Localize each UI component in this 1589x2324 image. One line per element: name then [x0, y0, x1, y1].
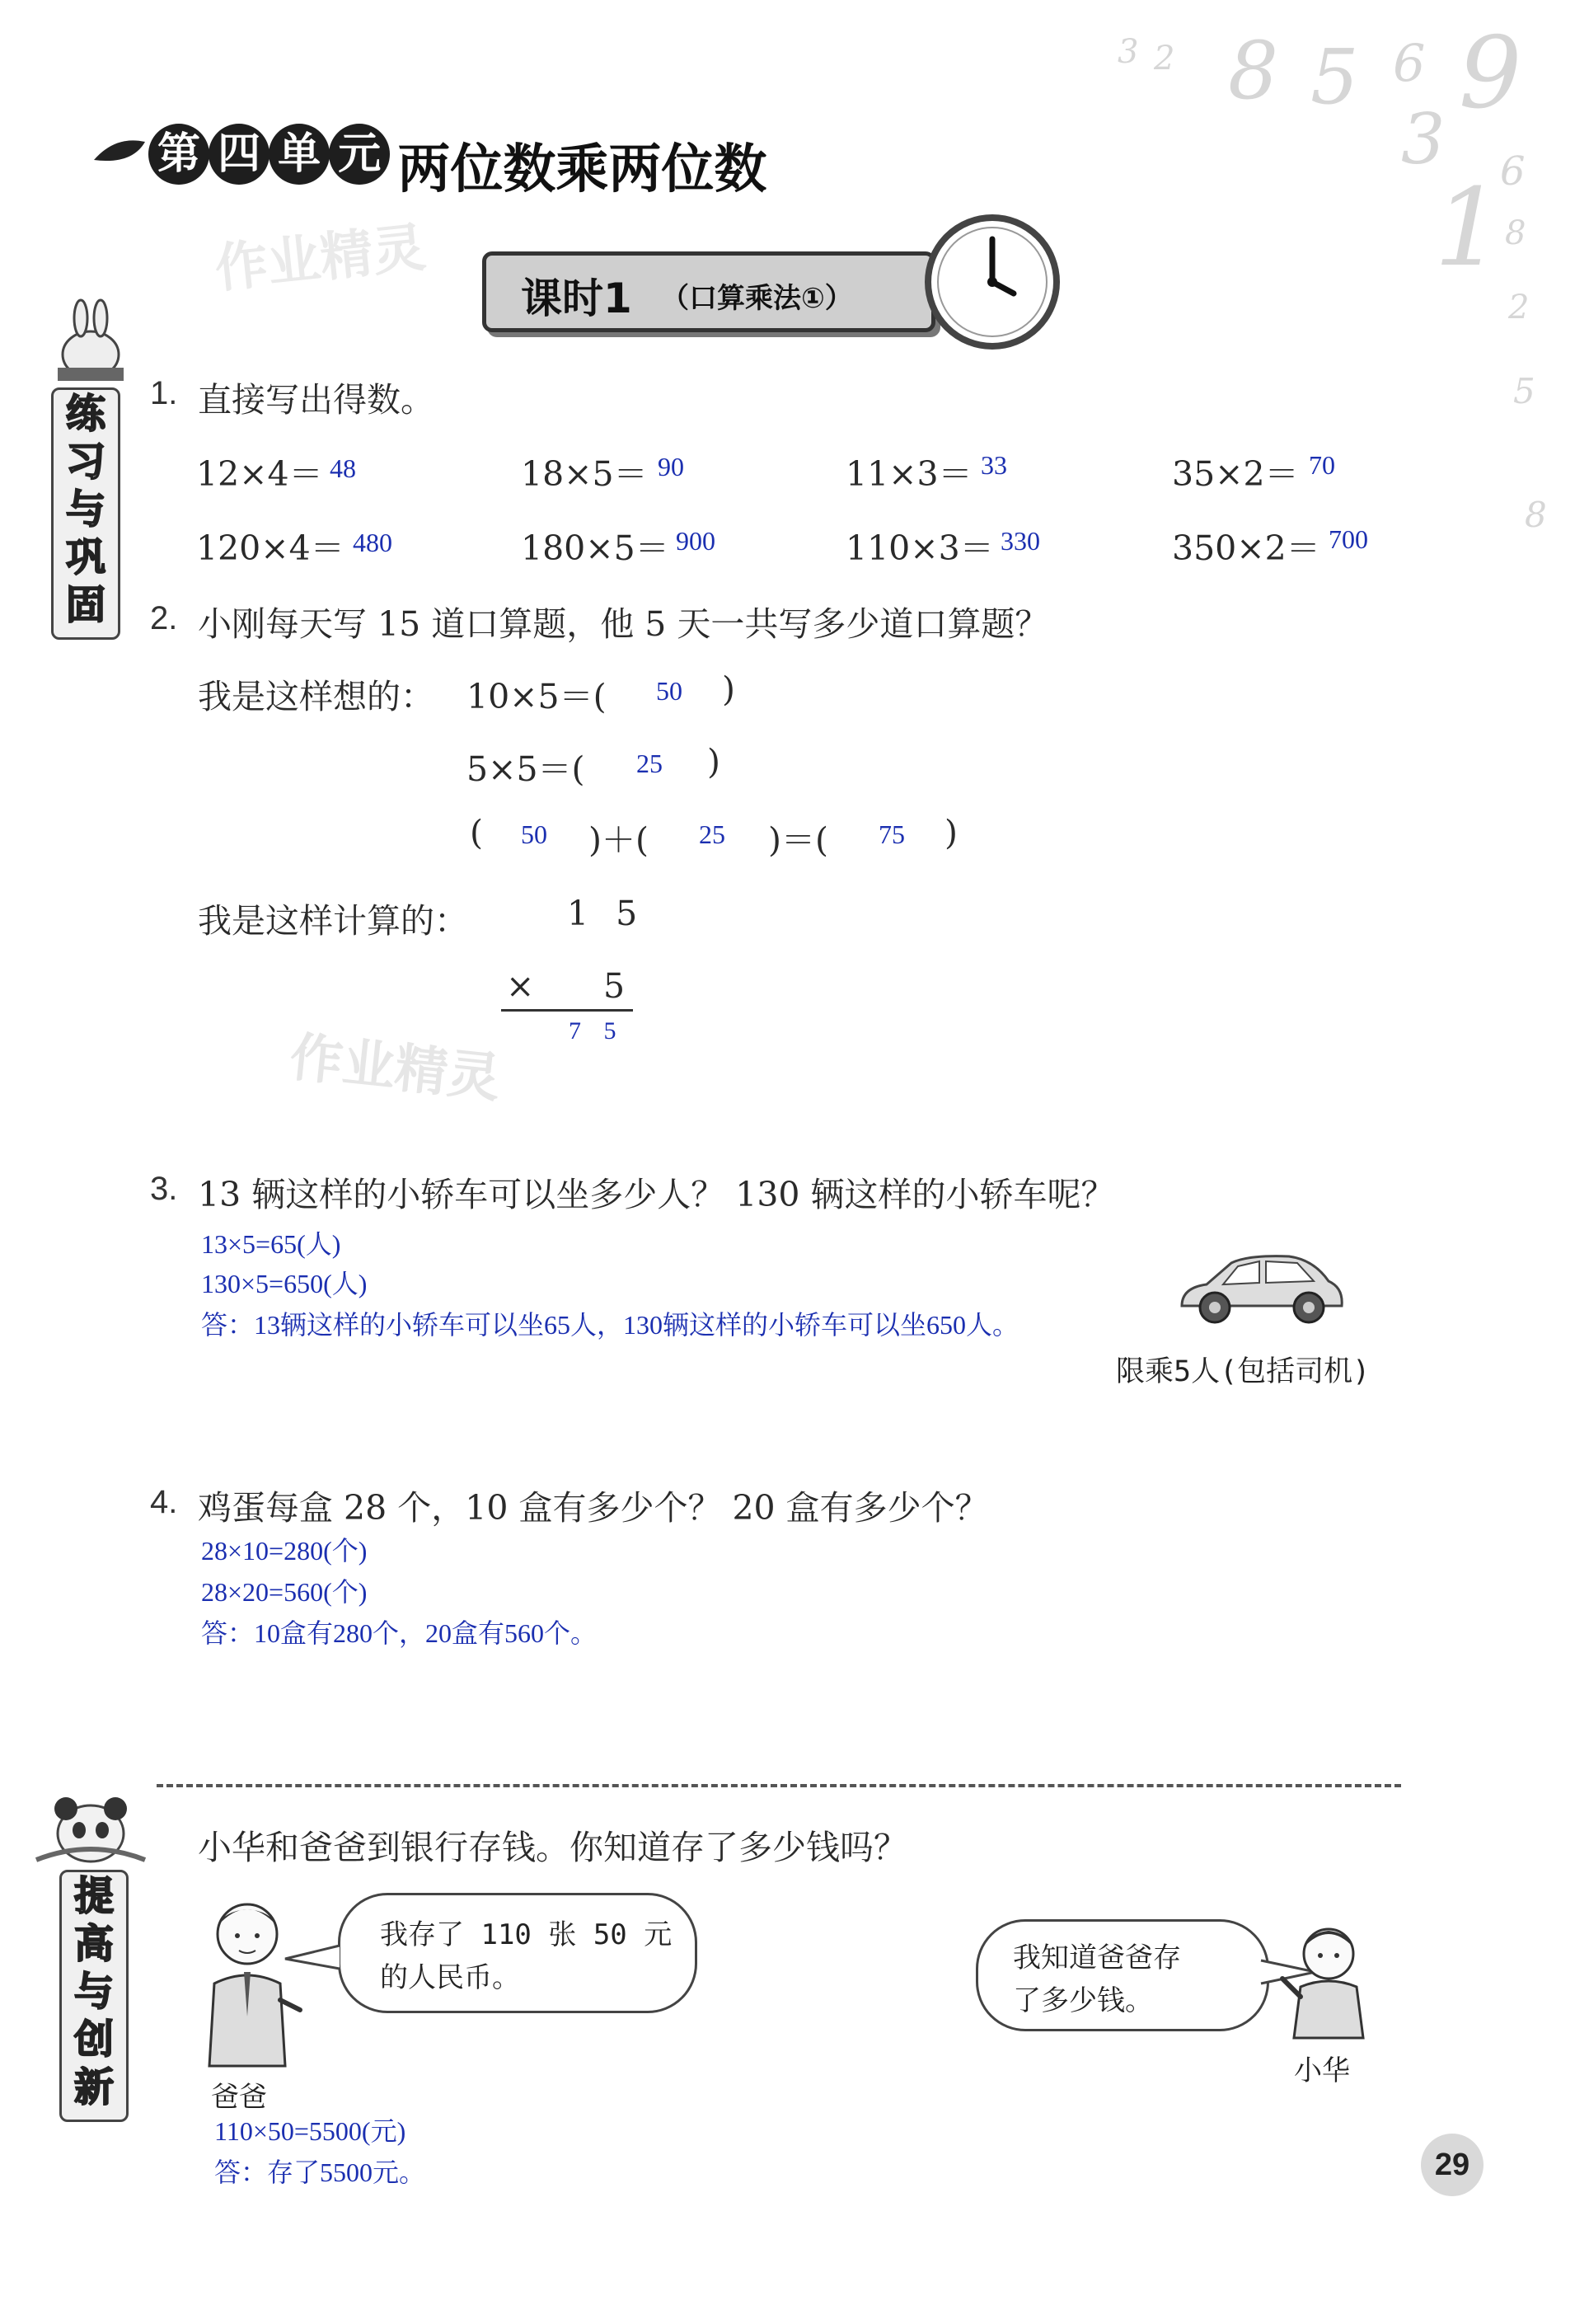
deco-number: 1	[1434, 165, 1502, 290]
dad-bubble-line: 我存了 110 张 50 元	[380, 1918, 673, 1951]
q1-answer: 70	[1309, 450, 1335, 480]
q1-answer: 700	[1329, 524, 1368, 554]
rabbit-reading-icon	[41, 297, 132, 387]
page-number: 29	[1421, 2134, 1484, 2196]
q1-expr: 11×3＝	[846, 454, 973, 494]
q1-number: 1.	[150, 375, 178, 411]
q1-expr: 120×4＝	[196, 528, 345, 568]
q1-answer: 330	[1001, 526, 1040, 556]
q2-line3-answer-c: 75	[879, 819, 905, 849]
q2-number: 2.	[150, 600, 178, 636]
unit-badge: 元	[329, 124, 390, 185]
practice-tag-char: 巩	[65, 534, 105, 580]
unit-title: 两位数乘两位数	[397, 139, 767, 200]
calc-top: 1 5	[567, 894, 646, 933]
q4-prompt: 鸡蛋每盒 28 个，10 盒有多少个？ 20 盒有多少个？	[198, 1488, 989, 1528]
extension-answer-line: 110×50=5500(元)	[214, 2116, 406, 2146]
panda-icon	[33, 1781, 148, 1871]
car-caption: 限乘5人(包括司机)	[1116, 1355, 1371, 1388]
dad-figure-icon	[198, 1893, 305, 2074]
close-paren: )	[722, 669, 735, 709]
q2-line3-answer-b: 25	[699, 819, 725, 849]
q1-expr: 35×2＝	[1172, 454, 1299, 494]
lesson-label: 课时1	[521, 275, 632, 322]
improve-tag-char: 与	[73, 1969, 114, 2015]
clock-icon	[921, 211, 1063, 353]
improve-tag-char: 高	[73, 1921, 114, 1967]
practice-tag-char: 与	[65, 486, 105, 533]
q3-answer-line: 13×5=65(人)	[201, 1229, 341, 1259]
think-label: 我是这样想的：	[198, 677, 434, 716]
improve-tag-char: 提	[73, 1873, 114, 1919]
q3-number: 3.	[150, 1171, 178, 1207]
deco-number: 2	[1508, 289, 1530, 326]
kid-speech-bubble	[976, 1919, 1269, 2031]
q2-line1-expr: 10×5＝(	[466, 677, 607, 716]
improve-tag-char: 创	[73, 2016, 114, 2063]
q2-line3-answer-a: 50	[521, 819, 547, 849]
q1-answer: 480	[353, 528, 392, 557]
q1-expr: 12×4＝	[196, 454, 323, 494]
calc-line	[501, 1009, 633, 1012]
deco-number: 9	[1459, 16, 1522, 131]
q4-answer-line: 28×20=560(个)	[201, 1577, 368, 1607]
deco-number: 8	[1505, 214, 1526, 252]
section-divider	[157, 1784, 1401, 1787]
dad-bubble-line: 的人民币。	[380, 1961, 520, 1994]
q3-prompt: 13 辆这样的小轿车可以坐多少人？ 130 辆这样的小轿车呢？	[198, 1175, 1115, 1214]
deco-number: 6	[1500, 148, 1526, 195]
dad-label: 爸爸	[211, 2081, 267, 2114]
bubble-tail-icon	[284, 1941, 341, 1974]
lesson-box	[482, 251, 935, 332]
deco-number: 3	[1401, 99, 1446, 180]
unit-badge: 四	[209, 124, 270, 185]
q1-expr: 180×5＝	[521, 528, 669, 568]
q2-line2-expr: 5×5＝(	[466, 749, 585, 789]
dad-speech-bubble	[338, 1893, 697, 2013]
q1-answer: 33	[981, 450, 1007, 480]
q2-line2-answer: 25	[636, 749, 663, 778]
unit-badge: 第	[148, 124, 209, 185]
q1-expr: 350×2＝	[1172, 528, 1320, 568]
open-paren: (	[470, 813, 483, 852]
car-icon	[1174, 1248, 1348, 1331]
kid-bubble-line: 了多少钱。	[1013, 1984, 1153, 2017]
deco-number: 6	[1393, 33, 1426, 93]
deco-number: 8	[1525, 495, 1547, 535]
kid-bubble-line: 我知道爸爸存	[1013, 1941, 1181, 1974]
kid-figure-icon	[1277, 1918, 1376, 2041]
unit-badge: 单	[269, 124, 330, 185]
extension-prompt: 小华和爸爸到银行存钱。你知道存了多少钱吗？	[198, 1828, 907, 1867]
kid-label: 小华	[1294, 2054, 1350, 2087]
q4-answer-line: 28×10=280(个)	[201, 1536, 368, 1566]
q1-answer: 90	[658, 452, 684, 481]
q1-answer: 900	[676, 526, 715, 556]
calc-multiplier: 5	[603, 966, 626, 1006]
q1-answer: 48	[330, 453, 356, 483]
watermark: 作业精灵	[287, 1026, 504, 1110]
deco-number: 8	[1228, 25, 1279, 117]
q2-prompt: 小刚每天写 15 道口算题，他 5 天一共写多少道口算题？	[198, 604, 1049, 644]
q2-line1-answer: 50	[656, 676, 682, 706]
deco-number: 5	[1310, 33, 1359, 121]
q4-answer-line: 答：10盒有280个，20盒有560个。	[201, 1618, 598, 1648]
improve-side-tag	[59, 1870, 129, 2122]
q3-answer-line: 130×5=650(人)	[201, 1269, 368, 1298]
calc-label: 我是这样计算的：	[198, 901, 468, 941]
watermark: 作业精灵	[212, 217, 429, 301]
q3-answer-line: 答：13辆这样的小轿车可以坐65人，130辆这样的小轿车可以坐650人。	[201, 1310, 1019, 1340]
practice-side-tag	[51, 387, 120, 640]
practice-tag-char: 固	[65, 582, 105, 628]
q1-expr: 110×3＝	[846, 528, 994, 568]
calc-times: ×	[506, 966, 535, 1006]
equals-sign: )＝(	[768, 820, 828, 860]
q4-number: 4.	[150, 1484, 178, 1520]
calc-result: 7 5	[569, 1017, 625, 1045]
q1-prompt: 直接写出得数。	[198, 380, 434, 420]
deco-number: 3	[1118, 33, 1139, 71]
practice-tag-char: 练	[65, 391, 105, 437]
close-paren: )	[707, 742, 720, 782]
extension-answer-line: 答：存了5500元。	[214, 2157, 426, 2187]
close-paren: )	[944, 813, 958, 852]
practice-tag-char: 习	[65, 439, 105, 485]
q1-expr: 18×5＝	[521, 454, 648, 494]
improve-tag-char: 新	[73, 2064, 114, 2110]
deco-number: 5	[1513, 371, 1535, 411]
leaf-icon	[91, 135, 148, 168]
deco-number: 2	[1154, 40, 1175, 77]
lesson-subtitle: （口算乘法①）	[661, 282, 853, 315]
plus-sign: )＋(	[588, 820, 649, 860]
